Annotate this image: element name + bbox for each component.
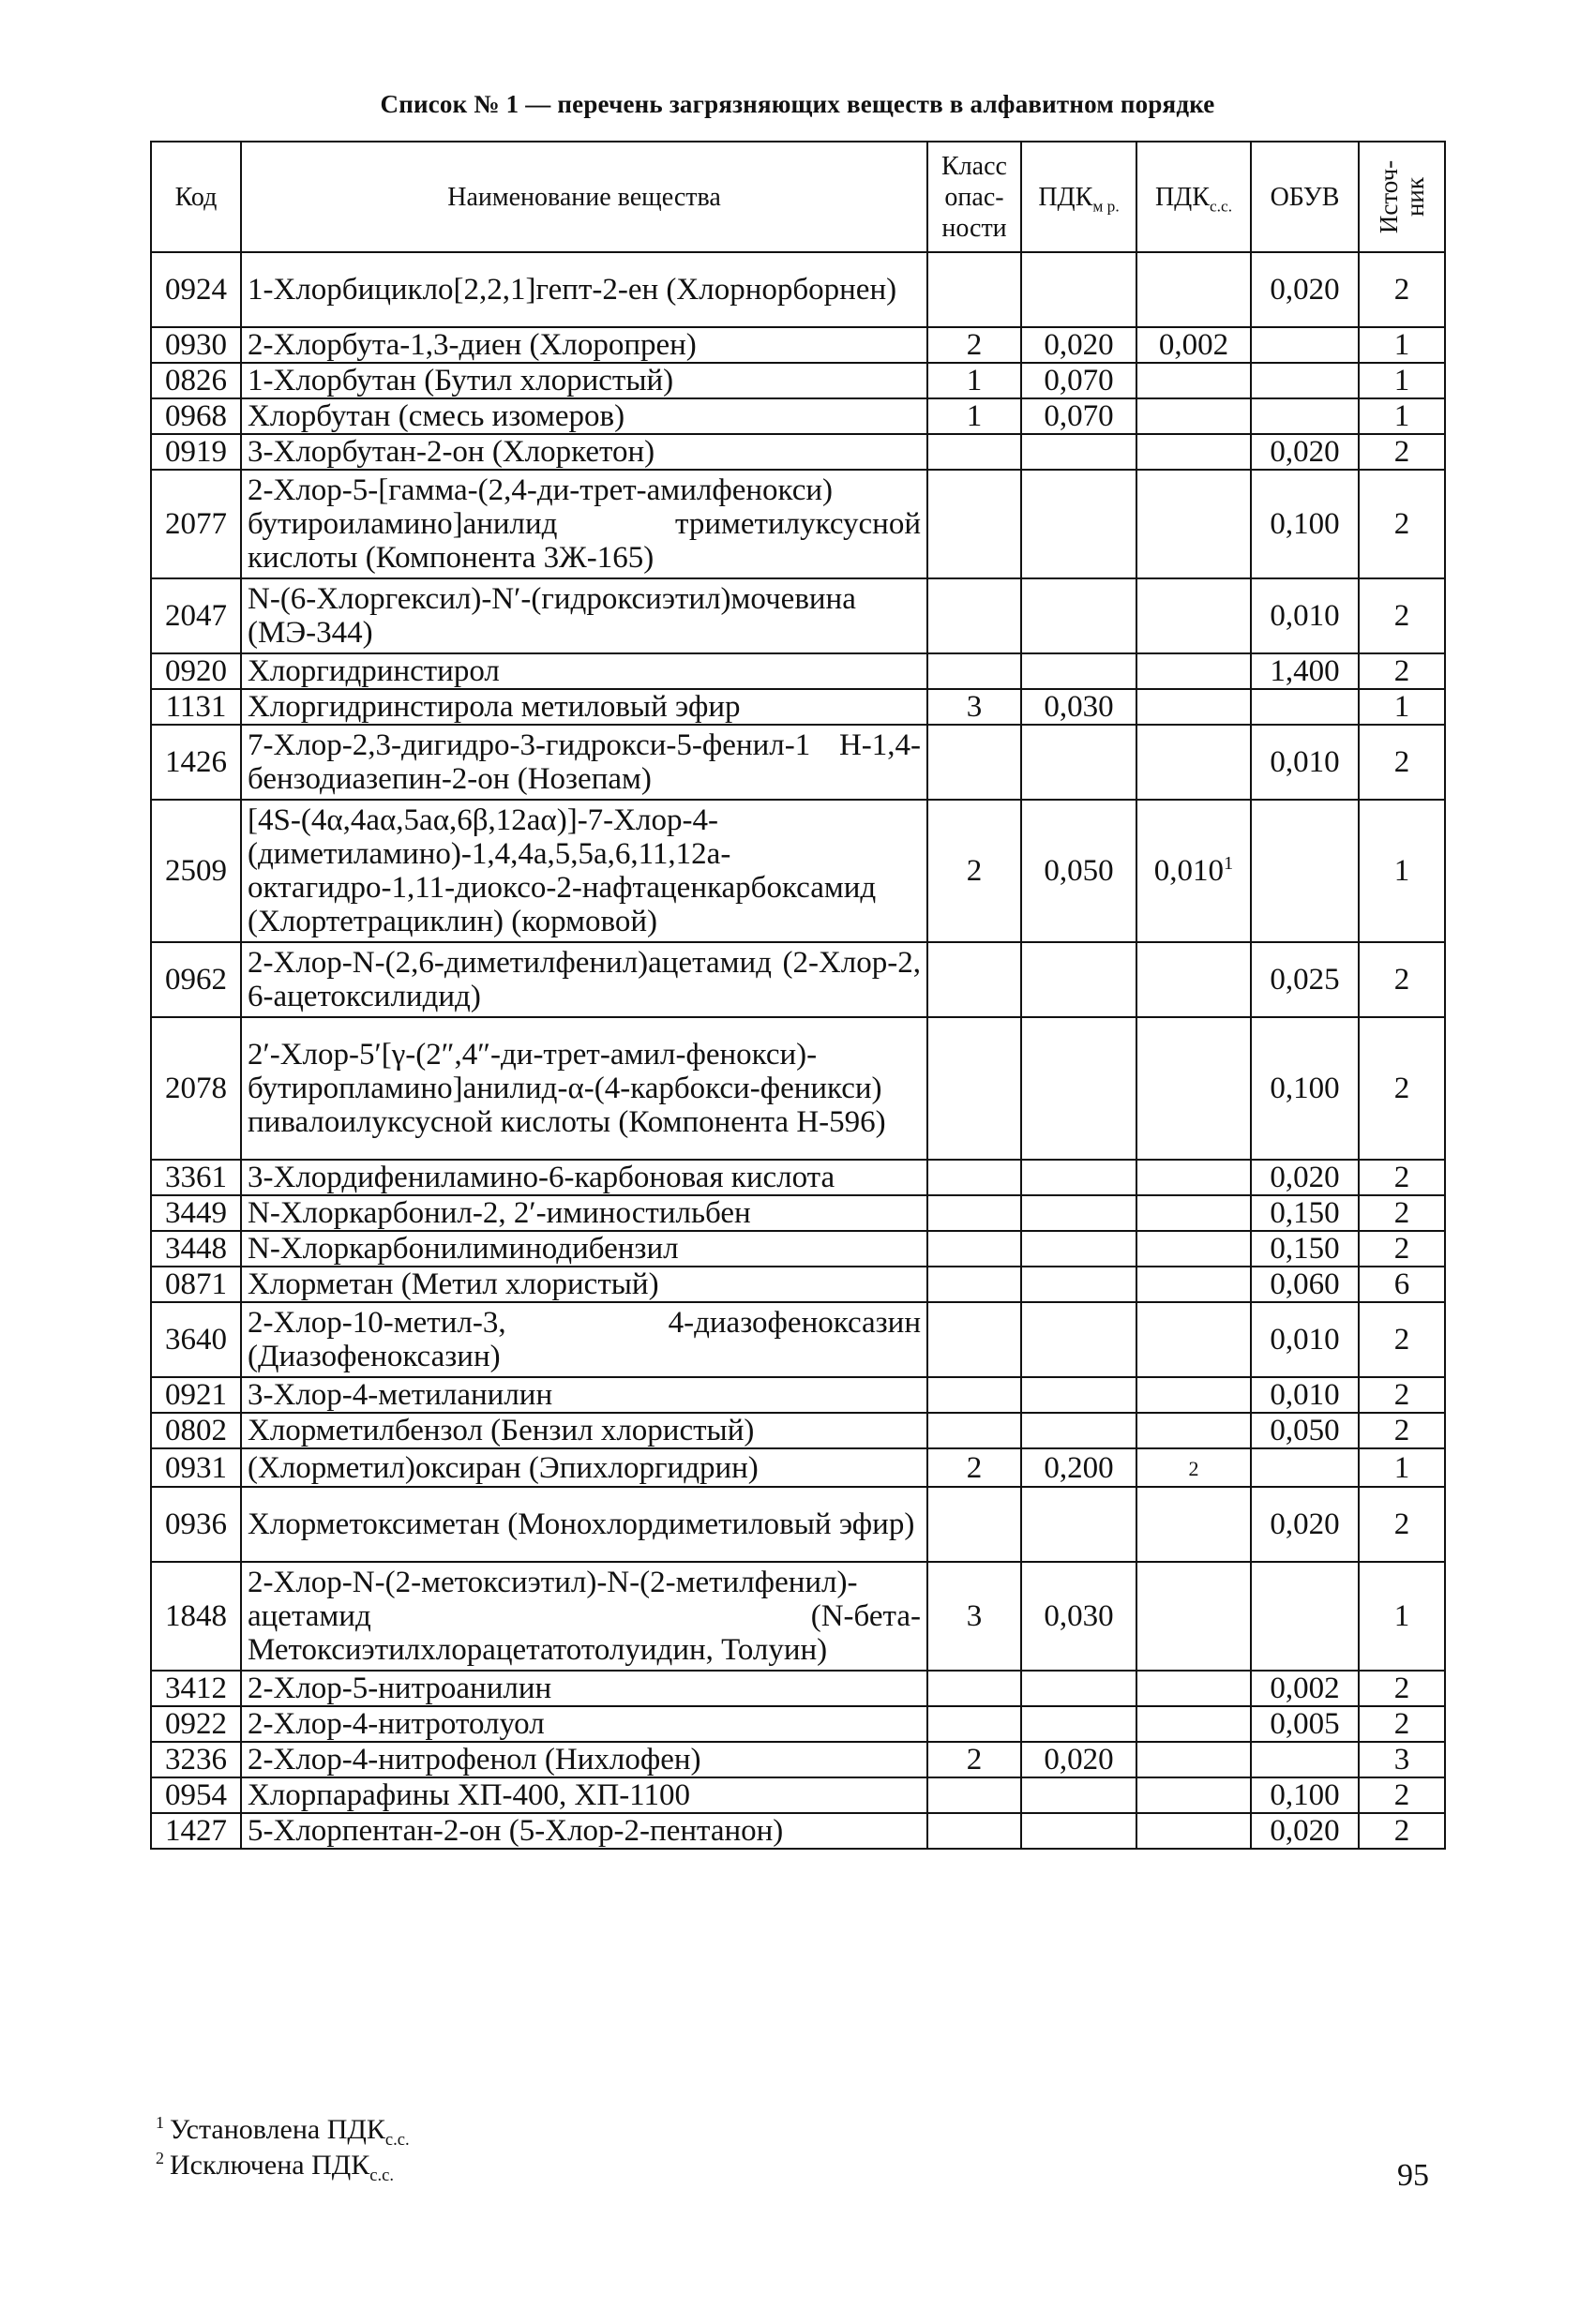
cell-code: 0802 <box>151 1413 241 1448</box>
cell-name: 2′-Хлор-5′[γ-(2″,4″-ди-трет-амил-фенокси)-бутиропламино]анилид-α-(4-карбокси-феникси) пивалоилуксусной кислоты (Компонента Н-596) <box>241 1017 927 1160</box>
cell-pdk-mr: 0,200 <box>1021 1448 1136 1487</box>
cell-code: 3449 <box>151 1195 241 1231</box>
cell-source: 1 <box>1359 363 1445 398</box>
cell-class <box>927 1813 1021 1849</box>
cell-pdk-ss <box>1136 1017 1251 1160</box>
cell-code: 0826 <box>151 363 241 398</box>
cell-class: 1 <box>927 398 1021 434</box>
cell-class: 1 <box>927 363 1021 398</box>
cell-obuv: 0,025 <box>1251 942 1359 1017</box>
cell-name: 2-Хлор-4-нитротолуол <box>241 1706 927 1742</box>
cell-pdk-ss <box>1136 1487 1251 1562</box>
cell-pdk-mr <box>1021 434 1136 470</box>
cell-pdk-mr <box>1021 725 1136 800</box>
cell-obuv: 0,020 <box>1251 252 1359 327</box>
cell-obuv: 0,100 <box>1251 1017 1359 1160</box>
cell-class <box>927 1487 1021 1562</box>
cell-pdk-mr: 0,050 <box>1021 800 1136 942</box>
cell-pdk-ss <box>1136 1160 1251 1195</box>
cell-source: 1 <box>1359 1562 1445 1671</box>
table-row <box>151 1671 1445 1706</box>
cell-code: 0954 <box>151 1777 241 1813</box>
cell-source: 2 <box>1359 1017 1445 1160</box>
table-row <box>151 800 1445 942</box>
table-header-row <box>151 142 1445 252</box>
cell-pdk-mr <box>1021 1231 1136 1267</box>
cell-name: 2-Хлор-5-[гамма-(2,4-ди-трет-амилфенокси) бутироиламино]анилид триметилуксусной кислоты (Компонента 3Ж-165) <box>241 470 927 578</box>
table-row <box>151 1231 1445 1267</box>
cell-code: 2047 <box>151 578 241 653</box>
cell-obuv: 0,010 <box>1251 578 1359 653</box>
cell-obuv: 1,400 <box>1251 653 1359 689</box>
table-row <box>151 1706 1445 1742</box>
table-row <box>151 1377 1445 1413</box>
cell-name: Хлоргидринстирола метиловый эфир <box>241 689 927 725</box>
cell-name: 2-Хлор-5-нитроанилин <box>241 1671 927 1706</box>
cell-name: 7-Хлор-2,3-дигидро-3-гидрокси-5-фенил-1 Н-1,4-бензодиазепин-2-он (Нозепам) <box>241 725 927 800</box>
page-title: Список № 1 — перечень загрязняющих веществ в алфавитном порядке <box>380 90 1215 118</box>
cell-source: 2 <box>1359 1377 1445 1413</box>
cell-class <box>927 434 1021 470</box>
cell-pdk-mr: 0,020 <box>1021 327 1136 363</box>
cell-code: 0922 <box>151 1706 241 1742</box>
cell-pdk-mr <box>1021 1302 1136 1377</box>
cell-class: 3 <box>927 689 1021 725</box>
header-pdk-ss: $ПДК_{с.с.}$ <box>1136 142 1251 252</box>
cell-class: 2 <box>927 800 1021 942</box>
cell-source: 2 <box>1359 1706 1445 1742</box>
cell-source: 3 <box>1359 1742 1445 1777</box>
pollutants-table <box>150 141 1446 1850</box>
table-row <box>151 1302 1445 1377</box>
cell-name: 2-Хлор-10-метил-3, 4-диазофеноксазин (Диазофеноксазин) <box>241 1302 927 1377</box>
table-row <box>151 942 1445 1017</box>
cell-pdk-ss <box>1136 725 1251 800</box>
cell-source: 2 <box>1359 434 1445 470</box>
cell-pdk-ss <box>1136 653 1251 689</box>
table-row <box>151 725 1445 800</box>
cell-source: 2 <box>1359 470 1445 578</box>
cell-code: 2078 <box>151 1017 241 1160</box>
cell-code: 0919 <box>151 434 241 470</box>
cell-pdk-ss <box>1136 1742 1251 1777</box>
cell-obuv: 0,100 <box>1251 470 1359 578</box>
cell-pdk-mr: 0,070 <box>1021 363 1136 398</box>
cell-source: 1 <box>1359 398 1445 434</box>
cell-pdk-ss <box>1136 252 1251 327</box>
cell-code: 0871 <box>151 1267 241 1302</box>
cell-obuv <box>1251 1742 1359 1777</box>
cell-pdk-mr: 0,020 <box>1021 1742 1136 1777</box>
cell-code: 0962 <box>151 942 241 1017</box>
cell-name: Хлорпарафины ХП-400, ХП-1100 <box>241 1777 927 1813</box>
cell-source: 2 <box>1359 1195 1445 1231</box>
table-row <box>151 689 1445 725</box>
cell-pdk-ss <box>1136 1671 1251 1706</box>
table-row <box>151 1017 1445 1160</box>
cell-pdk-ss <box>1136 1377 1251 1413</box>
cell-source: 2 <box>1359 1413 1445 1448</box>
cell-pdk-ss <box>1136 578 1251 653</box>
cell-code: 1427 <box>151 1813 241 1849</box>
cell-pdk-mr <box>1021 1706 1136 1742</box>
cell-name: N-Хлоркарбонил-2, 2′-иминостильбен <box>241 1195 927 1231</box>
cell-class <box>927 1267 1021 1302</box>
cell-pdk-mr <box>1021 470 1136 578</box>
cell-name: (Хлорметил)оксиран (Эпихлоргидрин) <box>241 1448 927 1487</box>
cell-pdk-ss <box>1136 1302 1251 1377</box>
cell-obuv: 0,150 <box>1251 1195 1359 1231</box>
cell-obuv <box>1251 327 1359 363</box>
cell-obuv: 0,060 <box>1251 1267 1359 1302</box>
cell-name: Хлоргидринстирол <box>241 653 927 689</box>
cell-name: [4S-(4α,4aα,5aα,6β,12aα)]-7-Хлор-4-(диметиламино)-1,4,4a,5,5a,6,11,12a-октагидро-1,11-диоксо-2-нафтаценкарбоксамид (Хлортетрациклин) (кормовой) <box>241 800 927 942</box>
table-row <box>151 1777 1445 1813</box>
cell-name: 1-Хлорбутан (Бутил хлористый) <box>241 363 927 398</box>
table-row <box>151 470 1445 578</box>
cell-obuv <box>1251 689 1359 725</box>
table-row <box>151 1487 1445 1562</box>
cell-class <box>927 1706 1021 1742</box>
cell-source: 1 <box>1359 800 1445 942</box>
cell-class <box>927 1377 1021 1413</box>
cell-source: 2 <box>1359 653 1445 689</box>
cell-name: 3-Хлорбутан-2-он (Хлоркетон) <box>241 434 927 470</box>
cell-pdk-mr: 0,030 <box>1021 689 1136 725</box>
cell-class: 3 <box>927 1562 1021 1671</box>
cell-source: 2 <box>1359 1671 1445 1706</box>
cell-obuv <box>1251 363 1359 398</box>
cell-class <box>927 942 1021 1017</box>
cell-pdk-mr <box>1021 578 1136 653</box>
cell-pdk-ss <box>1136 689 1251 725</box>
cell-code: 1848 <box>151 1562 241 1671</box>
cell-name: Хлорметилбензол (Бензил хлористый) <box>241 1413 927 1448</box>
cell-code: 3640 <box>151 1302 241 1377</box>
cell-obuv: 0,002 <box>1251 1671 1359 1706</box>
cell-source: 1 <box>1359 689 1445 725</box>
footnotes <box>156 2112 410 2183</box>
cell-code: 0968 <box>151 398 241 434</box>
table-row <box>151 252 1445 327</box>
cell-obuv <box>1251 800 1359 942</box>
cell-obuv: 0,150 <box>1251 1231 1359 1267</box>
cell-pdk-ss <box>1136 1562 1251 1671</box>
cell-name: Хлорметан (Метил хлористый) <box>241 1267 927 1302</box>
cell-obuv: 0,010 <box>1251 725 1359 800</box>
cell-pdk-ss <box>1136 1267 1251 1302</box>
table-row <box>151 1195 1445 1231</box>
cell-code: 2077 <box>151 470 241 578</box>
cell-code: 0924 <box>151 252 241 327</box>
cell-name: 2-Хлор-4-нитрофенол (Нихлофен) <box>241 1742 927 1777</box>
cell-class <box>927 470 1021 578</box>
header-code: Код <box>151 142 241 252</box>
header-class: Класс опас- ности <box>927 142 1021 252</box>
table-row <box>151 1267 1445 1302</box>
cell-obuv: 0,010 <box>1251 1377 1359 1413</box>
cell-pdk-mr <box>1021 1195 1136 1231</box>
table-row <box>151 1448 1445 1487</box>
cell-pdk-ss <box>1136 1813 1251 1849</box>
table-row <box>151 1562 1445 1671</box>
cell-obuv: 0,100 <box>1251 1777 1359 1813</box>
header-pdk-mr: $ПДК_{м р.}$ <box>1021 142 1136 252</box>
cell-class <box>927 725 1021 800</box>
cell-source: 1 <box>1359 327 1445 363</box>
cell-source: 2 <box>1359 1777 1445 1813</box>
cell-class <box>927 252 1021 327</box>
cell-code: 0931 <box>151 1448 241 1487</box>
cell-pdk-ss <box>1136 1777 1251 1813</box>
cell-name: 2-Хлор-N-(2-метоксиэтил)-N-(2-метилфенил)-ацетамид (N-бета-Метоксиэтилхлорацетатотолуидин, Толуин) <box>241 1562 927 1671</box>
cell-name: Хлорметоксиметан (Монохлордиметиловый эфир) <box>241 1487 927 1562</box>
cell-source: 2 <box>1359 725 1445 800</box>
cell-obuv: 0,020 <box>1251 434 1359 470</box>
cell-code: 0936 <box>151 1487 241 1562</box>
cell-obuv: 0,005 <box>1251 1706 1359 1742</box>
table-row <box>151 1742 1445 1777</box>
cell-obuv: 0,050 <box>1251 1413 1359 1448</box>
footnote-1: $^1$ Установлена $ПДК_{с.с.}$ <box>156 2113 410 2150</box>
table-row <box>151 434 1445 470</box>
header-source: Источ- ник <box>1359 142 1445 252</box>
cell-pdk-mr: 0,030 <box>1021 1562 1136 1671</box>
cell-source: 2 <box>1359 252 1445 327</box>
cell-code: 3448 <box>151 1231 241 1267</box>
header-name: Наименование вещества <box>241 142 927 252</box>
cell-pdk-ss: 0,010$^1$ <box>1136 800 1251 942</box>
table-row <box>151 327 1445 363</box>
cell-class: 2 <box>927 1742 1021 1777</box>
cell-obuv: 0,020 <box>1251 1487 1359 1562</box>
cell-obuv <box>1251 1562 1359 1671</box>
cell-source: 2 <box>1359 1231 1445 1267</box>
cell-class <box>927 653 1021 689</box>
cell-name: N-(6-Хлоргексил)-N′-(гидроксиэтил)мочевина (МЭ-344) <box>241 578 927 653</box>
cell-pdk-mr <box>1021 1017 1136 1160</box>
cell-source: 2 <box>1359 1813 1445 1849</box>
cell-code: 0930 <box>151 327 241 363</box>
cell-name: 3-Хлордифениламино-6-карбоновая кислота <box>241 1160 927 1195</box>
cell-class <box>927 1671 1021 1706</box>
cell-pdk-mr <box>1021 942 1136 1017</box>
cell-code: 0921 <box>151 1377 241 1413</box>
cell-source: 2 <box>1359 578 1445 653</box>
cell-code: 3236 <box>151 1742 241 1777</box>
cell-code: 1131 <box>151 689 241 725</box>
cell-obuv: 0,010 <box>1251 1302 1359 1377</box>
cell-name: Хлорбутан (смесь изомеров) <box>241 398 927 434</box>
cell-source: 2 <box>1359 1487 1445 1562</box>
cell-pdk-ss <box>1136 1231 1251 1267</box>
cell-pdk-mr <box>1021 1813 1136 1849</box>
cell-pdk-mr <box>1021 1487 1136 1562</box>
cell-pdk-mr <box>1021 1377 1136 1413</box>
table-row <box>151 653 1445 689</box>
header-obuv: ОБУВ <box>1251 142 1359 252</box>
cell-pdk-ss <box>1136 1195 1251 1231</box>
cell-pdk-mr <box>1021 1777 1136 1813</box>
cell-class <box>927 1413 1021 1448</box>
cell-pdk-ss <box>1136 470 1251 578</box>
cell-class <box>927 1231 1021 1267</box>
cell-pdk-ss: 2 <box>1136 1448 1251 1487</box>
cell-class <box>927 578 1021 653</box>
table-row <box>151 363 1445 398</box>
cell-code: 2509 <box>151 800 241 942</box>
cell-pdk-mr <box>1021 653 1136 689</box>
cell-source: 1 <box>1359 1448 1445 1487</box>
table-row <box>151 578 1445 653</box>
cell-pdk-ss <box>1136 363 1251 398</box>
cell-pdk-mr <box>1021 1413 1136 1448</box>
cell-class <box>927 1195 1021 1231</box>
table-row <box>151 1813 1445 1849</box>
cell-class: 2 <box>927 1448 1021 1487</box>
cell-obuv <box>1251 398 1359 434</box>
cell-pdk-mr <box>1021 1160 1136 1195</box>
cell-pdk-ss <box>1136 942 1251 1017</box>
cell-source: 6 <box>1359 1267 1445 1302</box>
page-number: 95 <box>1397 2158 1429 2193</box>
cell-name: 5-Хлорпентан-2-он (5-Хлор-2-пентанон) <box>241 1813 927 1849</box>
cell-name: N-Хлоркарбонилиминодибензил <box>241 1231 927 1267</box>
cell-name: 2-Хлорбута-1,3-диен (Хлоропрен) <box>241 327 927 363</box>
cell-source: 2 <box>1359 942 1445 1017</box>
cell-obuv: 0,020 <box>1251 1160 1359 1195</box>
cell-class <box>927 1160 1021 1195</box>
cell-pdk-mr <box>1021 1267 1136 1302</box>
cell-pdk-ss <box>1136 434 1251 470</box>
cell-name: 1-Хлорбицикло[2,2,1]гепт-2-ен (Хлорнорборнен) <box>241 252 927 327</box>
cell-code: 3412 <box>151 1671 241 1706</box>
cell-obuv <box>1251 1448 1359 1487</box>
cell-obuv: 0,020 <box>1251 1813 1359 1849</box>
cell-code: 1426 <box>151 725 241 800</box>
cell-pdk-mr: 0,070 <box>1021 398 1136 434</box>
table-row <box>151 398 1445 434</box>
cell-class <box>927 1302 1021 1377</box>
table-row <box>151 1160 1445 1195</box>
cell-name: 2-Хлор-N-(2,6-диметилфенил)ацетамид (2-Хлор-2, 6-ацетоксилидид) <box>241 942 927 1017</box>
cell-source: 2 <box>1359 1160 1445 1195</box>
cell-name: 3-Хлор-4-метиланилин <box>241 1377 927 1413</box>
cell-source: 2 <box>1359 1302 1445 1377</box>
cell-pdk-ss <box>1136 1706 1251 1742</box>
footnote-2: $^2$ Исключена $ПДК_{с.с.}$ <box>156 2149 395 2185</box>
cell-class <box>927 1777 1021 1813</box>
cell-code: 3361 <box>151 1160 241 1195</box>
cell-pdk-mr <box>1021 252 1136 327</box>
cell-code: 0920 <box>151 653 241 689</box>
cell-pdk-ss <box>1136 398 1251 434</box>
table-row <box>151 1413 1445 1448</box>
cell-class <box>927 1017 1021 1160</box>
cell-class: 2 <box>927 327 1021 363</box>
cell-pdk-mr <box>1021 1671 1136 1706</box>
cell-pdk-ss: 0,002 <box>1136 327 1251 363</box>
cell-pdk-ss <box>1136 1413 1251 1448</box>
